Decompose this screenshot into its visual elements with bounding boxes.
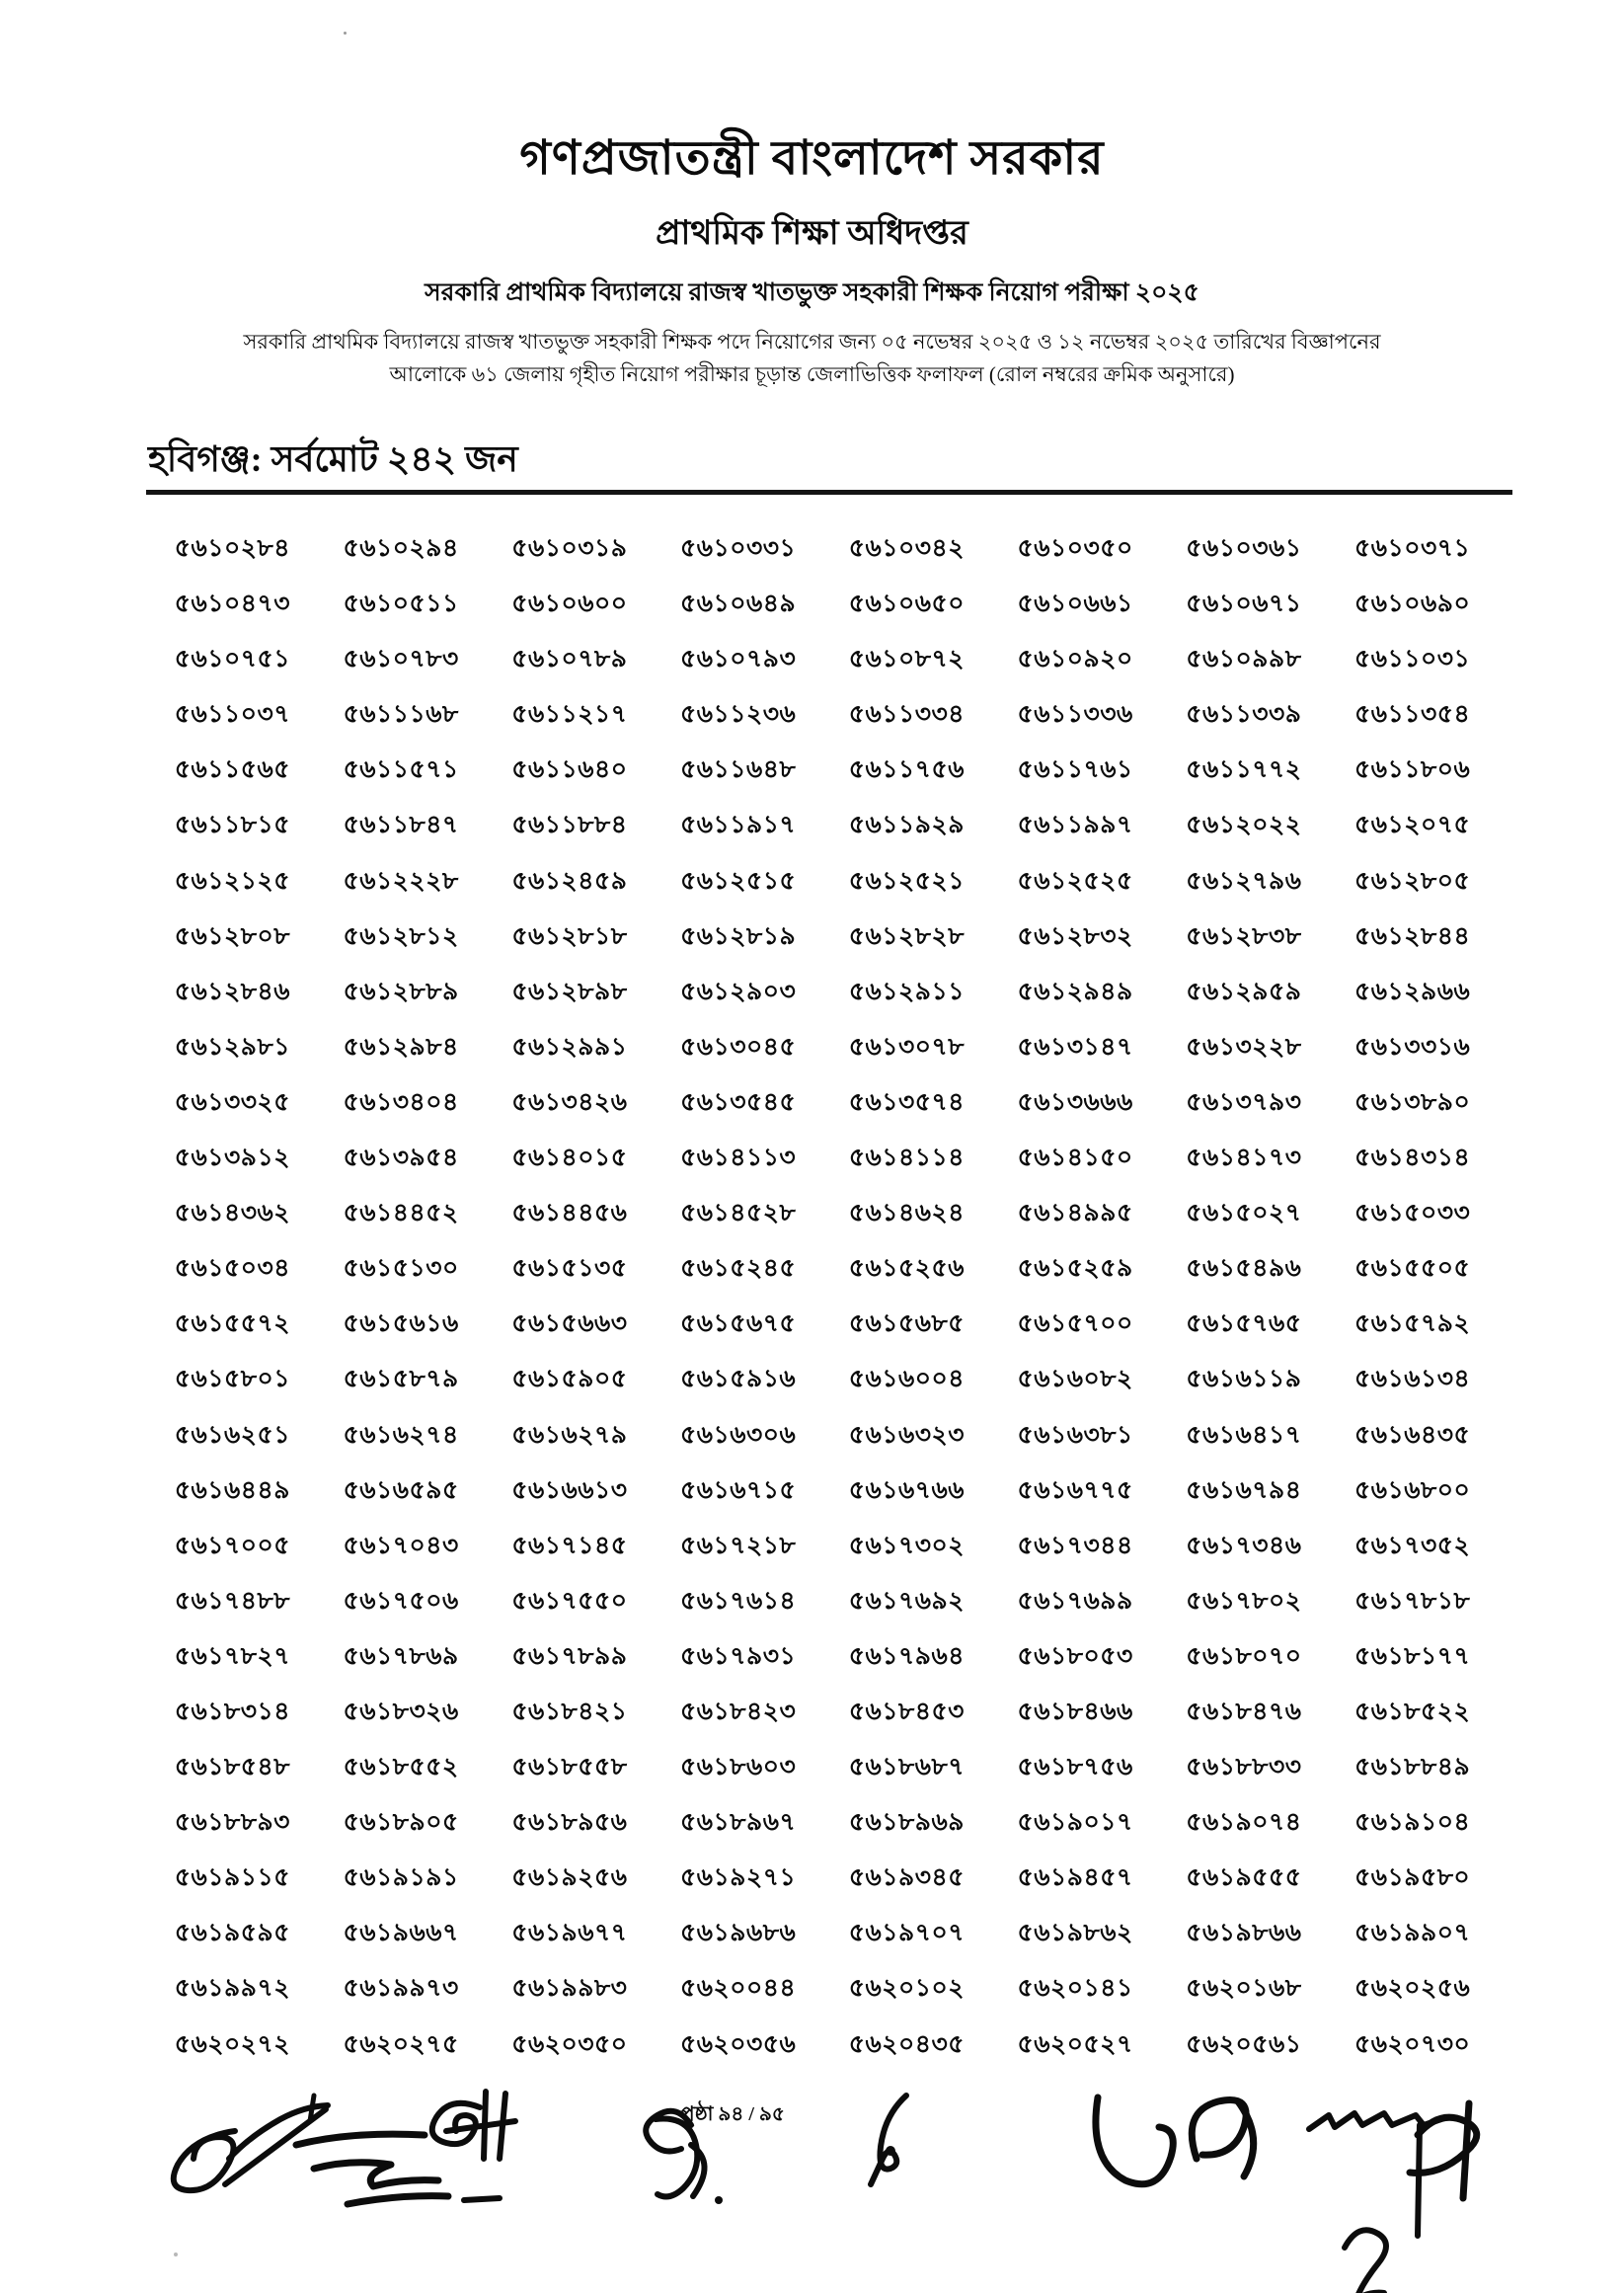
roll-number: ৫৬১১৩৩৬ — [1017, 701, 1133, 729]
roll-number: ৫৬১০২৮৪ — [174, 535, 290, 562]
roll-number: ৫৬১৬৮০০ — [1354, 1476, 1471, 1504]
roll-row — [148, 521, 1497, 577]
roll-number: ৫৬১২৯৮১ — [174, 1033, 290, 1061]
roll-number: ৫৬১৭৩৫২ — [1354, 1532, 1471, 1559]
roll-number: ৫৬১৭১৪৫ — [511, 1532, 628, 1559]
roll-number: ৫৬১৩৫৭৪ — [848, 1088, 965, 1116]
roll-number: ৫৬১২৮৯৮ — [511, 978, 628, 1005]
roll-number: ৫৬১৯০১৭ — [1017, 1809, 1133, 1837]
roll-row — [148, 1241, 1497, 1297]
roll-row — [148, 798, 1497, 853]
roll-number: ৫৬১৩০৭৮ — [848, 1033, 965, 1061]
roll-number: ৫৬১৮৭৫৬ — [1017, 1754, 1133, 1781]
roll-row — [148, 1740, 1497, 1795]
roll-row — [148, 1629, 1497, 1685]
signature-mark-5 — [1096, 2097, 1477, 2236]
roll-number: ৫৬১৩৫৪৫ — [680, 1088, 797, 1116]
roll-number: ৫৬১০৬৭১ — [1186, 591, 1302, 618]
roll-number: ৫৬১৯৪৫৭ — [1017, 1864, 1133, 1892]
description-line-2: আলোকে ৬১ জেলায় গৃহীত নিয়োগ পরীক্ষার চূড়ান্ত জেলাভিত্তিক ফলাফল (রোল নম্বরের ক্রমিক অনুসারে) — [389, 362, 1235, 386]
scan-speck — [174, 2253, 178, 2256]
roll-number: ৫৬১০৬৯০ — [1354, 591, 1471, 618]
roll-number: ৫৬১৯১১৫ — [174, 1864, 290, 1892]
roll-number: ৫৬১৮৫৫৮ — [511, 1754, 628, 1781]
roll-number: ৫৬১৯১৯১ — [343, 1864, 459, 1892]
roll-number: ৫৬১৫৬৭৫ — [680, 1310, 797, 1338]
roll-number: ৫৬১৯১০৪ — [1354, 1809, 1471, 1837]
roll-number: ৫৬১৮৯৬৭ — [680, 1809, 797, 1837]
roll-number: ৫৬১১৩৩৪ — [848, 701, 965, 729]
roll-number: ৫৬১৩০৪৫ — [680, 1033, 797, 1061]
roll-number: ৫৬১৪৫২৮ — [680, 1200, 797, 1227]
description-line-1: সরকারি প্রাথমিক বিদ্যালয়ে রাজস্ব খাতভুক্ত সহকারী শিক্ষক পদে নিয়োগের জন্য ০৫ নভেম্বর ২০২৫ ও ১২ নভেম্বর ২০২৫ তারিখের বিজ্ঞাপনের — [243, 330, 1381, 354]
roll-number: ৫৬১৪১৫০ — [1017, 1145, 1133, 1172]
roll-row — [148, 1851, 1497, 1906]
roll-number: ৫৬১২৯৪৯ — [1017, 978, 1133, 1005]
roll-number: ৫৬১৮৮৩৩ — [1186, 1754, 1302, 1781]
pen-tick-mark — [310, 2095, 314, 2121]
roll-number: ৫৬১৫০৩৩ — [1354, 1200, 1471, 1227]
roll-number: ৫৬১৯৬৭৭ — [511, 1920, 628, 1947]
government-title: গণপ্রজাতন্ত্রী বাংলাদেশ সরকার — [519, 132, 1105, 185]
roll-number: ৫৬১৬০০৪ — [848, 1366, 965, 1393]
roll-number: ৫৬১৪৬২৪ — [848, 1200, 965, 1227]
roll-number: ৫৬১৭৮১৮ — [1354, 1587, 1471, 1615]
roll-number: ৫৬১০৭৮৩ — [343, 646, 459, 673]
roll-number: ৫৬১৮৫৪৮ — [174, 1754, 290, 1781]
roll-row — [148, 965, 1497, 1020]
roll-number: ৫৬১২০২২ — [1186, 812, 1302, 839]
roll-number: ৫৬১৩৯৫৪ — [343, 1145, 459, 1172]
roll-row — [148, 909, 1497, 965]
roll-number: ৫৬১২২২৮ — [343, 867, 459, 895]
roll-number: ৫৬১৩৩২৫ — [174, 1088, 290, 1116]
roll-number: ৫৬১৮৯০৫ — [343, 1809, 459, 1837]
roll-row — [148, 687, 1497, 743]
roll-number: ৫৬১৮৪৭৬ — [1186, 1698, 1302, 1725]
roll-number: ৫৬১৫৬৮৫ — [848, 1310, 965, 1338]
roll-number: ৫৬১৫০৩৪ — [174, 1255, 290, 1283]
roll-number: ৫৬১২৫২৫ — [1017, 867, 1133, 895]
roll-number: ৫৬১৪৪৫৬ — [511, 1200, 628, 1227]
roll-number: ৫৬২০১৬৮ — [1186, 1975, 1302, 2003]
roll-number: ৫৬১২০৭৫ — [1354, 812, 1471, 839]
roll-number: ৫৬১০৭৮৯ — [511, 646, 628, 673]
roll-number: ৫৬১২৮১৮ — [511, 922, 628, 950]
roll-number: ৫৬২০৫৬১ — [1186, 2030, 1302, 2058]
roll-number: ৫৬১৮৮৯৩ — [174, 1809, 290, 1837]
roll-number: ৫৬১৫৯১৬ — [680, 1366, 797, 1393]
roll-row — [148, 743, 1497, 798]
roll-number: ৫৬১১৯১৭ — [680, 812, 797, 839]
roll-number: ৫৬১৭৮২৭ — [174, 1642, 290, 1670]
roll-number: ৫৬১১৭৭২ — [1186, 756, 1302, 784]
roll-number: ৫৬১৯৩৪৫ — [848, 1864, 965, 1892]
roll-number: ৫৬২০২৭২ — [174, 2030, 290, 2058]
roll-number: ৫৬১২৮১৯ — [680, 922, 797, 950]
roll-number: ৫৬১৬৭৯৪ — [1186, 1476, 1302, 1504]
roll-number: ৫৬১৫৮৭৯ — [343, 1366, 459, 1393]
roll-number: ৫৬১৫৯০৫ — [511, 1366, 628, 1393]
roll-number: ৫৬১০৪৭৩ — [174, 591, 290, 618]
roll-number: ৫৬১২৮২৮ — [848, 922, 965, 950]
roll-number: ৫৬১০২৯৪ — [343, 535, 459, 562]
roll-number: ৫৬১৭০০৫ — [174, 1532, 290, 1559]
roll-number: ৫৬১১৭৫৬ — [848, 756, 965, 784]
roll-number: ৫৬১৯৬৮৬ — [680, 1920, 797, 1947]
roll-number: ৫৬১৪৩১৪ — [1354, 1145, 1471, 1172]
roll-number: ৫৬১২৯১১ — [848, 978, 965, 1005]
roll-number: ৫৬১৬৩০৬ — [680, 1421, 797, 1449]
roll-number: ৫৬১৩৯১২ — [174, 1145, 290, 1172]
signature-mark-1 — [174, 2105, 500, 2204]
roll-number: ৫৬২০৩৫০ — [511, 2030, 628, 2058]
roll-number: ৫৬১০৬৪৯ — [680, 591, 797, 618]
signature-mark-2 — [432, 2092, 515, 2159]
roll-number: ৫৬১৯৫৯৫ — [174, 1920, 290, 1947]
roll-number: ৫৬১১২৩৬ — [680, 701, 797, 729]
roll-number: ৫৬১০৬৫০ — [848, 591, 965, 618]
roll-number: ৫৬১০৭৫১ — [174, 646, 290, 673]
roll-number: ৫৬১৭৯৩১ — [680, 1642, 797, 1670]
roll-number: ৫৬১৫৫৭২ — [174, 1310, 290, 1338]
signature-mark-6 — [1345, 2230, 1386, 2293]
roll-number: ৫৬১৫১৩৫ — [511, 1255, 628, 1283]
roll-row — [148, 1352, 1497, 1407]
roll-number: ৫৬১২৯৬৬ — [1354, 978, 1471, 1005]
roll-number: ৫৬১২৮০৮ — [174, 922, 290, 950]
roll-number: ৫৬১৫১৩০ — [343, 1255, 459, 1283]
roll-number: ৫৬১০৩৬১ — [1186, 535, 1302, 562]
roll-number: ৫৬১৭৫০৬ — [343, 1587, 459, 1615]
roll-number: ৫৬১০৩১৯ — [511, 535, 628, 562]
roll-number: ৫৬১২৮৮৯ — [343, 978, 459, 1005]
roll-number: ৫৬১১০৩৭ — [174, 701, 290, 729]
roll-number: ৫৬১৭৩৪৪ — [1017, 1532, 1133, 1559]
scan-artifact-dot — [344, 32, 347, 35]
roll-number: ৫৬২০৫২৭ — [1017, 2030, 1133, 2058]
roll-number: ৫৬২০১০২ — [848, 1975, 965, 2003]
signature-mark-4 — [871, 2095, 906, 2184]
roll-number: ৫৬১২৮০৫ — [1354, 867, 1471, 895]
roll-number: ৫৬১৫৪৯৬ — [1186, 1255, 1302, 1283]
roll-number: ৫৬১১৭৬১ — [1017, 756, 1133, 784]
roll-number: ৫৬১৭২১৮ — [680, 1532, 797, 1559]
roll-number: ৫৬১০৬৬১ — [1017, 591, 1133, 618]
roll-number: ৫৬১৭৮০২ — [1186, 1587, 1302, 1615]
roll-row — [148, 2017, 1497, 2073]
roll-number: ৫৬১১৬৪৮ — [680, 756, 797, 784]
department-title: প্রাথমিক শিক্ষা অধিদপ্তর — [656, 215, 968, 252]
roll-number: ৫৬১৯০৭৪ — [1186, 1809, 1302, 1837]
roll-number: ৫৬১৭৮৬৯ — [343, 1642, 459, 1670]
roll-number: ৫৬১৮৬৮৭ — [848, 1754, 965, 1781]
roll-number: ৫৬১৭৬৯২ — [848, 1587, 965, 1615]
roll-number: ৫৬১৯৯৭৩ — [343, 1975, 459, 2003]
roll-number: ৫৬১৯৯৮৩ — [511, 1975, 628, 2003]
roll-number: ৫৬১০৫১১ — [343, 591, 459, 618]
roll-row — [148, 1463, 1497, 1519]
roll-number: ৫৬১৬৪৪৯ — [174, 1476, 290, 1504]
roll-number: ৫৬১২৮৩২ — [1017, 922, 1133, 950]
roll-number: ৫৬১৩৭৯৩ — [1186, 1088, 1302, 1116]
district-total-heading: হবিগঞ্জ: সর্বমোট ২৪২ জন — [148, 439, 518, 479]
roll-row — [148, 1685, 1497, 1740]
roll-number: ৫৬১২৫১৫ — [680, 867, 797, 895]
roll-number: ৫৬১০৩৪২ — [848, 535, 965, 562]
roll-number: ৫৬১১৩৩৯ — [1186, 701, 1302, 729]
roll-number: ৫৬১৩৩১৬ — [1354, 1033, 1471, 1061]
roll-number: ৫৬১৩৪২৬ — [511, 1088, 628, 1116]
roll-number: ৫৬১২৪৫৯ — [511, 867, 628, 895]
roll-number: ৫৬১৮৮৪৯ — [1354, 1754, 1471, 1781]
roll-number: ৫৬১৮৪৫৩ — [848, 1698, 965, 1725]
roll-number: ৫৬১২৮৪৬ — [174, 978, 290, 1005]
roll-number: ৫৬১৫৭০০ — [1017, 1310, 1133, 1338]
roll-number: ৫৬১৮৩১৪ — [174, 1698, 290, 1725]
roll-number: ৫৬১০৩৭১ — [1354, 535, 1471, 562]
roll-number: ৫৬১৯৮৬৬ — [1186, 1920, 1302, 1947]
exam-title: সরকারি প্রাথমিক বিদ্যালয়ে রাজস্ব খাতভুক্ত সহকারী শিক্ষক নিয়োগ পরীক্ষা ২০২৫ — [425, 279, 1199, 306]
roll-number: ৫৬১৭৩৪৬ — [1186, 1532, 1302, 1559]
roll-number: ৫৬১৩১৪৭ — [1017, 1033, 1133, 1061]
roll-number: ৫৬১৫৬১৬ — [343, 1310, 459, 1338]
roll-row — [148, 1186, 1497, 1241]
roll-row — [148, 1574, 1497, 1629]
roll-number: ৫৬১১৮৮৪ — [511, 812, 628, 839]
roll-number: ৫৬১১৯৯৭ — [1017, 812, 1133, 839]
roll-number: ৫৬২০১৪১ — [1017, 1975, 1133, 2003]
roll-row — [148, 1906, 1497, 1961]
page-number-label: পৃষ্ঠা ৯৪ / ৯৫ — [681, 2103, 785, 2125]
roll-number: ৫৬১২৭৯৬ — [1186, 867, 1302, 895]
roll-number: ৫৬১০৯২০ — [1017, 646, 1133, 673]
roll-number: ৫৬১৬৪১৭ — [1186, 1421, 1302, 1449]
roll-number: ৫৬১২১২৫ — [174, 867, 290, 895]
roll-number: ৫৬১০৭৯৩ — [680, 646, 797, 673]
roll-number: ৫৬১০৩৫০ — [1017, 535, 1133, 562]
roll-number: ৫৬১৭৮৯৯ — [511, 1642, 628, 1670]
roll-row — [148, 577, 1497, 632]
roll-number: ৫৬১৮০৫৩ — [1017, 1642, 1133, 1670]
roll-number: ৫৬১৮০৭০ — [1186, 1642, 1302, 1670]
roll-number: ৫৬১১৩৫৪ — [1354, 701, 1471, 729]
roll-number: ৫৬১২৯৫৯ — [1186, 978, 1302, 1005]
roll-number: ৫৬১১৫৭১ — [343, 756, 459, 784]
roll-number: ৫৬১৫২৫৬ — [848, 1255, 965, 1283]
roll-number: ৫৬১৬৩২৩ — [848, 1421, 965, 1449]
roll-number: ৫৬১৬২৭৯ — [511, 1421, 628, 1449]
roll-number: ৫৬১৫৭৬৫ — [1186, 1310, 1302, 1338]
roll-number: ৫৬১৩৪০৪ — [343, 1088, 459, 1116]
roll-number: ৫৬২০২৫৬ — [1354, 1975, 1471, 2003]
roll-number: ৫৬১৫৬৬৩ — [511, 1310, 628, 1338]
roll-number: ৫৬১৬৭৬৬ — [848, 1476, 965, 1504]
roll-number: ৫৬১১০৩১ — [1354, 646, 1471, 673]
roll-number: ৫৬১২৫২১ — [848, 867, 965, 895]
roll-number: ৫৬১২৯৯১ — [511, 1033, 628, 1061]
roll-row — [148, 1961, 1497, 2016]
roll-number: ৫৬১৩২২৮ — [1186, 1033, 1302, 1061]
roll-number: ৫৬১৪০১৫ — [511, 1145, 628, 1172]
roll-number: ৫৬১৬৬১৩ — [511, 1476, 628, 1504]
roll-number: ৫৬১০৬০০ — [511, 591, 628, 618]
roll-number: ৫৬১১৯২৯ — [848, 812, 965, 839]
roll-number: ৫৬১৮৪৬৬ — [1017, 1698, 1133, 1725]
roll-row — [148, 1519, 1497, 1574]
roll-number: ৫৬১৯৮৬২ — [1017, 1920, 1133, 1947]
roll-number: ৫৬১৯৯০৭ — [1354, 1920, 1471, 1947]
roll-number: ৫৬১৬২৭৪ — [343, 1421, 459, 1449]
roll-number: ৫৬২০৩৫৬ — [680, 2030, 797, 2058]
roll-number: ৫৬১৫৭৯২ — [1354, 1310, 1471, 1338]
roll-number: ৫৬২০২৭৫ — [343, 2030, 459, 2058]
roll-number: ৫৬১৯২৭১ — [680, 1864, 797, 1892]
roll-number: ৫৬১২৮১২ — [343, 922, 459, 950]
roll-row — [148, 1408, 1497, 1463]
roll-number: ৫৬১৭৫৫০ — [511, 1587, 628, 1615]
roll-number: ৫৬১৬৭১৫ — [680, 1476, 797, 1504]
roll-number: ৫৬১৫৫০৫ — [1354, 1255, 1471, 1283]
roll-number: ৫৬১৪১১৪ — [848, 1145, 965, 1172]
roll-number: ৫৬১৭০৪৩ — [343, 1532, 459, 1559]
horizontal-rule — [146, 490, 1512, 495]
roll-number: ৫৬২০৪৩৫ — [848, 2030, 965, 2058]
roll-number: ৫৬১৮১৭৭ — [1354, 1642, 1471, 1670]
roll-number: ৫৬১২৮৩৮ — [1186, 922, 1302, 950]
roll-number: ৫৬১১৮৪৭ — [343, 812, 459, 839]
roll-number: ৫৬১৭৪৮৮ — [174, 1587, 290, 1615]
roll-number: ৫৬১১২১৭ — [511, 701, 628, 729]
roll-number: ৫৬১৫৮০১ — [174, 1366, 290, 1393]
roll-number: ৫৬১৬১১৯ — [1186, 1366, 1302, 1393]
roll-number: ৫৬১৫০২৭ — [1186, 1200, 1302, 1227]
roll-row — [148, 854, 1497, 909]
roll-number: ৫৬২০৭৩০ — [1353, 2030, 1471, 2058]
roll-number: ৫৬১৪১১৩ — [680, 1145, 797, 1172]
roll-number: ৫৬১১৫৬৫ — [174, 756, 290, 784]
roll-number: ৫৬১৬৩৮১ — [1017, 1421, 1133, 1449]
roll-number: ৫৬১৭৬৯৯ — [1017, 1587, 1133, 1615]
roll-number: ৫৬১৯৭০৭ — [848, 1920, 965, 1947]
roll-number: ৫৬১০৯৯৮ — [1186, 646, 1302, 673]
roll-number: ৫৬১১৮১৫ — [174, 812, 290, 839]
roll-number: ৫৬১১৮০৬ — [1354, 756, 1471, 784]
roll-number: ৫৬১৯৬৬৭ — [343, 1920, 459, 1947]
roll-number: ৫৬১৬০৮২ — [1017, 1366, 1133, 1393]
roll-number: ৫৬১৯৫৮০ — [1354, 1864, 1471, 1892]
roll-number: ৫৬১৭৬১৪ — [680, 1587, 797, 1615]
roll-number: ৫৬১৬৪৩৫ — [1354, 1421, 1471, 1449]
roll-number: ৫৬২০০৪৪ — [680, 1975, 797, 2003]
roll-row — [148, 1131, 1497, 1186]
roll-number: ৫৬১২৯৮৪ — [343, 1033, 459, 1061]
roll-number: ৫৬১৫২৪৫ — [680, 1255, 797, 1283]
roll-number: ৫৬১১৬৪০ — [511, 756, 628, 784]
roll-row — [148, 1075, 1497, 1131]
roll-number: ৫৬১০৩৩১ — [680, 535, 797, 562]
roll-number: ৫৬১৮৪২৩ — [680, 1698, 797, 1725]
roll-number: ৫৬১৩৮৯০ — [1354, 1088, 1471, 1116]
roll-row — [148, 1020, 1497, 1075]
roll-number: ৫৬১৪৪৫২ — [343, 1200, 459, 1227]
roll-number: ৫৬১৮৫২২ — [1354, 1698, 1471, 1725]
roll-number: ৫৬১৮৯৫৬ — [511, 1809, 628, 1837]
roll-number: ৫৬১২৮৪৪ — [1354, 922, 1471, 950]
roll-number: ৫৬১৭৩০২ — [848, 1532, 965, 1559]
roll-number: ৫৬১৮৬০৩ — [680, 1754, 797, 1781]
roll-number: ৫৬১৬৫৯৫ — [343, 1476, 459, 1504]
roll-number: ৫৬১৮৯৬৯ — [848, 1809, 965, 1837]
roll-number: ৫৬১৬৭৭৫ — [1017, 1476, 1133, 1504]
roll-number: ৫৬১০৮৭২ — [848, 646, 965, 673]
roll-number: ৫৬১৪৩৬২ — [174, 1200, 290, 1227]
roll-row — [148, 1795, 1497, 1851]
roll-number: ৫৬১৬২৫১ — [174, 1421, 290, 1449]
roll-row — [148, 1297, 1497, 1352]
roll-number: ৫৬১৯৫৫৫ — [1186, 1864, 1302, 1892]
roll-number: ৫৬১৮৩২৬ — [343, 1698, 459, 1725]
roll-number: ৫৬১৬১৩৪ — [1354, 1366, 1471, 1393]
roll-row — [148, 632, 1497, 687]
roll-number: ৫৬১৪৯৯৫ — [1017, 1200, 1133, 1227]
roll-number: ৫৬১৯৯৭২ — [174, 1975, 290, 2003]
roll-number: ৫৬১৮৪২১ — [511, 1698, 628, 1725]
roll-number: ৫৬১৪১৭৩ — [1186, 1145, 1302, 1172]
roll-number: ৫৬১৮৫৫২ — [343, 1754, 459, 1781]
roll-number: ৫৬১৫২৫৯ — [1017, 1255, 1133, 1283]
roll-number: ৫৬১৩৬৬৬ — [1017, 1088, 1133, 1116]
roll-number: ৫৬১৭৯৬৪ — [848, 1642, 965, 1670]
roll-table — [148, 521, 1497, 2073]
roll-number: ৫৬১১১৬৮ — [343, 701, 459, 729]
roll-number: ৫৬১২৯০৩ — [680, 978, 797, 1005]
roll-number: ৫৬১৯২৫৬ — [511, 1864, 628, 1892]
